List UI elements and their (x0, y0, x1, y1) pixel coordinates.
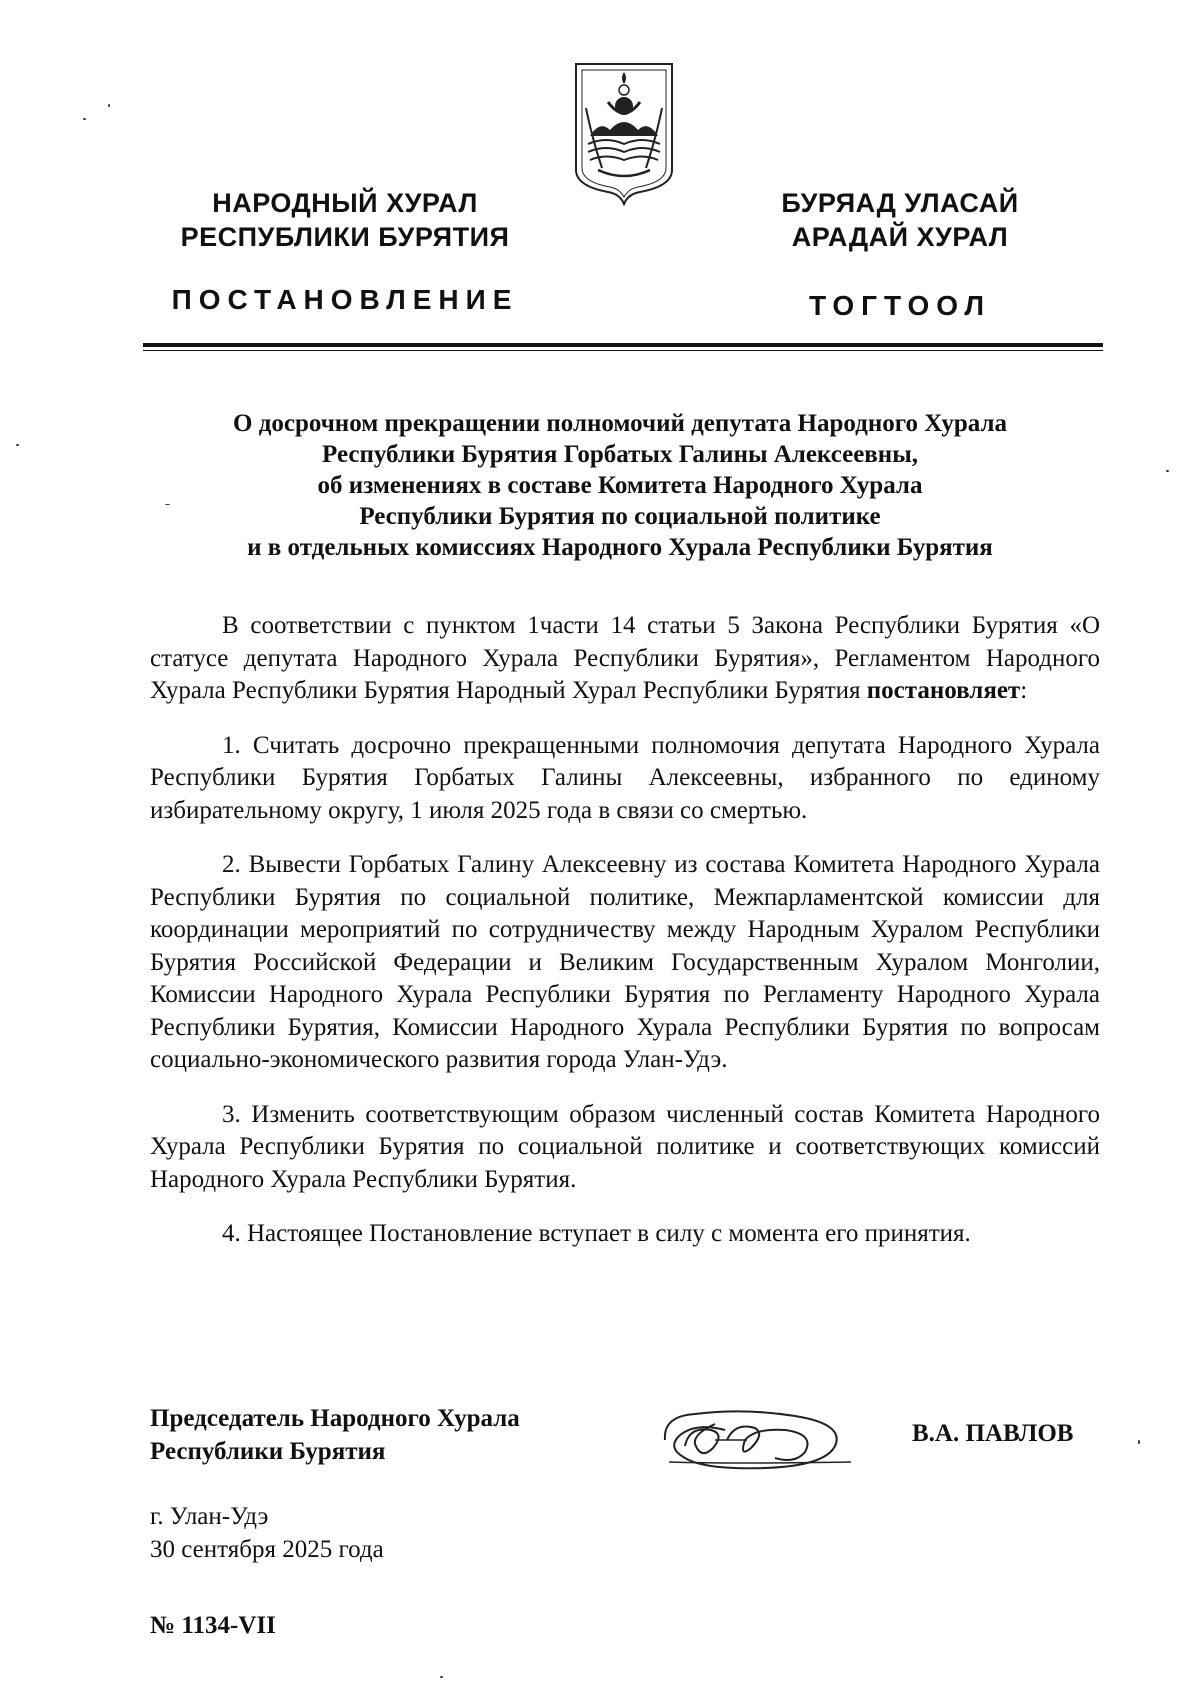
org-left-line1: НАРОДНЫЙ ХУРАЛ (212, 188, 478, 218)
place: г. Улан-Удэ (150, 1503, 269, 1530)
organization-name-bua (750, 186, 1050, 254)
signatory-position-line2: Республики Бурятия (150, 1438, 386, 1465)
signatory-position-line1: Председатель Народного Хурала (150, 1405, 520, 1432)
date: 30 сентября 2025 года (150, 1536, 384, 1563)
title-line: Республики Бурятия Горбатых Галины Алексеевны, (322, 441, 918, 468)
org-right-line1: БУРЯАД УЛАСАЙ (781, 188, 1019, 218)
header-divider-thin (143, 350, 1103, 351)
scan-speck (83, 118, 86, 120)
scan-speck (1138, 1440, 1140, 1444)
title-line: Республики Бурятия по социальной политике (359, 503, 881, 530)
org-left-line2: РЕСПУБЛИКИ БУРЯТИЯ (180, 222, 510, 252)
doc-type-ru: ПОСТАНОВЛЕНИЕ (171, 284, 519, 315)
resolution-item: 1. Считать досрочно прекращенными полномочия депутата Народного Хурала Республики Бурятия Горбатых Галины Алексеевны, избранного по единому избирательному округу, 1 июля 2025 года в связи со смертью. (150, 731, 1100, 824)
document-number: № 1134-VII (150, 1612, 276, 1639)
place-and-date (150, 1500, 384, 1566)
scan-speck (108, 104, 110, 107)
scan-speck (16, 444, 19, 446)
doc-type-bua: ТОГТООЛ (809, 290, 991, 321)
preamble-text: В соответствии с пунктом 1части 14 статьи 5 Закона Республики Бурятия «О статусе депутата Народного Хурала Республики Бурятия», Регламентом Народного Хурала Республики Бурятия Народный Хурал Республики Бурятия (150, 612, 1100, 704)
scan-speck (165, 504, 170, 505)
resolution-item: 2. Вывести Горбатых Галину Алексеевну из состава Комитета Народного Хурала Республики Бурятия по социальной политике, Межпарламентской комиссии для координации мероприятий по сотрудничеству между Народным Хуралом Республики Бурятия Российской Федерации и Великим Государственным Хуралом Монголии, Комиссии Народного Хурала Республики Бурятия по Регламенту Народного Хурала Республики Бурятия, Комиссии Народного Хурала Республики Бурятия по вопросам социально-экономического развития города Улан-Удэ. (150, 851, 1100, 1073)
preamble-paragraph (150, 610, 1100, 708)
organization-name-ru (160, 186, 530, 254)
resolution-item: 4. Настоящее Постановление вступает в силу с момента его принятия. (222, 1220, 971, 1247)
title-line: об изменениях в составе Комитета Народного Хурала (317, 472, 923, 499)
scan-speck (440, 1676, 443, 1678)
document-title (150, 408, 1090, 563)
header-divider-thick (143, 343, 1103, 347)
resolution-item: 3. Изменить соответствующим образом численный состав Комитета Народного Хурала Республики Бурятия по социальной политике и соответствующих комиссий Народного Хурала Республики Бурятия. (150, 1100, 1100, 1193)
coat-of-arms-icon (570, 58, 678, 206)
document-body (150, 610, 1100, 1251)
title-line: и в отдельных комиссиях Народного Хурала Республики Бурятия (247, 534, 993, 561)
scan-speck (1166, 470, 1169, 472)
preamble-emphasis: постановляет (866, 677, 1021, 704)
title-line: О досрочном прекращении полномочий депутата Народного Хурала (233, 410, 1007, 437)
org-right-line2: АРАДАЙ ХУРАЛ (791, 222, 1009, 252)
preamble-end: : (1020, 677, 1028, 704)
signatory-position (150, 1402, 520, 1468)
handwritten-signature-icon (655, 1400, 855, 1478)
signatory-name: В.А. ПАВЛОВ (912, 1420, 1074, 1447)
